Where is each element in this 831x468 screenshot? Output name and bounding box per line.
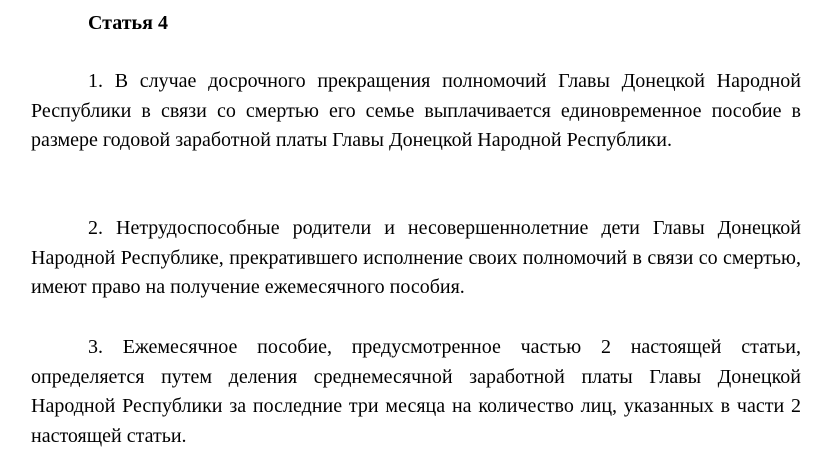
paragraph-2: 2. Нетрудоспособные родители и несовершеннолетние дети Главы Донецкой Народной Республике, прекратившего исполнение своих полномочий в связи со смертью, имеют право на получение ежемесячного пособия. <box>31 217 801 298</box>
article-heading: Статья 4 <box>88 12 168 34</box>
paragraph-1: 1. В случае досрочного прекращения полномочий Главы Донецкой Народной Республики в связи со смертью его семье выплачивается единовременное пособие в размере годовой заработной платы Главы Донецкой Народной Республики. <box>31 70 801 151</box>
paragraph-3: 3. Ежемесячное пособие, предусмотренное частью 2 настоящей статьи, определяется путем деления среднемесячной заработной платы Главы Донецкой Народной Республики за последние три месяца на количество лиц, указанных в части 2 настоящей статьи. <box>31 336 801 447</box>
